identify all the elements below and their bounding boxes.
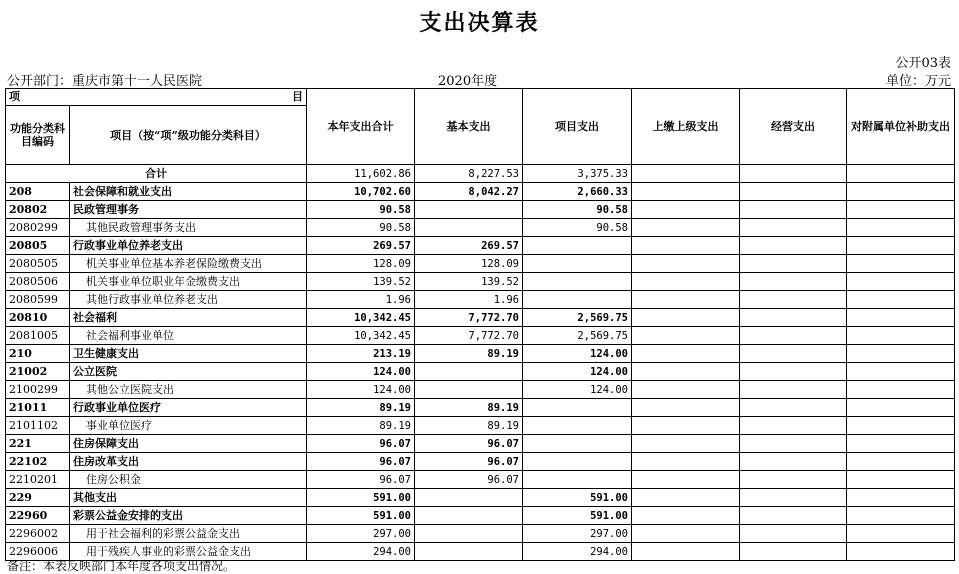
expenditure-table bbox=[5, 88, 955, 561]
sum-business bbox=[740, 165, 847, 183]
row-code: 2101102 bbox=[6, 417, 70, 435]
row-upper bbox=[632, 489, 740, 507]
row-total: 10,702.60 bbox=[307, 183, 415, 201]
row-basic bbox=[415, 363, 523, 381]
row-business bbox=[740, 309, 847, 327]
row-total: 591.00 bbox=[307, 489, 415, 507]
table-number: 公开03表 bbox=[895, 56, 951, 71]
row-project: 124.00 bbox=[523, 381, 632, 399]
row-total: 90.58 bbox=[307, 219, 415, 237]
row-business bbox=[740, 543, 847, 561]
unit-label: 单位：万元 bbox=[885, 74, 951, 89]
row-subsidy bbox=[847, 471, 955, 489]
row-upper bbox=[632, 327, 740, 345]
row-code: 2296002 bbox=[6, 525, 70, 543]
row-business bbox=[740, 417, 847, 435]
table-row bbox=[6, 489, 955, 507]
row-business bbox=[740, 237, 847, 255]
row-subsidy bbox=[847, 291, 955, 309]
row-name: 机关事业单位基本养老保险缴费支出 bbox=[70, 255, 307, 273]
row-basic: 96.07 bbox=[415, 453, 523, 471]
row-code: 229 bbox=[6, 489, 70, 507]
row-basic: 139.52 bbox=[415, 273, 523, 291]
row-upper bbox=[632, 507, 740, 525]
row-name: 公立医院 bbox=[70, 363, 307, 381]
row-upper bbox=[632, 273, 740, 291]
row-business bbox=[740, 453, 847, 471]
row-name: 社会福利事业单位 bbox=[70, 327, 307, 345]
table-row bbox=[6, 525, 955, 543]
row-code: 2296006 bbox=[6, 543, 70, 561]
row-total: 89.19 bbox=[307, 417, 415, 435]
row-basic: 269.57 bbox=[415, 237, 523, 255]
row-project: 124.00 bbox=[523, 363, 632, 381]
row-project: 90.58 bbox=[523, 201, 632, 219]
table-row bbox=[6, 453, 955, 471]
row-project bbox=[523, 399, 632, 417]
row-code: 20805 bbox=[6, 237, 70, 255]
row-project bbox=[523, 417, 632, 435]
row-business bbox=[740, 489, 847, 507]
sum-label: 合计 bbox=[6, 165, 307, 183]
row-code: 2080599 bbox=[6, 291, 70, 309]
row-subsidy bbox=[847, 327, 955, 345]
row-name: 事业单位医疗 bbox=[70, 417, 307, 435]
row-code: 22960 bbox=[6, 507, 70, 525]
row-total: 294.00 bbox=[307, 543, 415, 561]
row-upper bbox=[632, 363, 740, 381]
row-basic: 89.19 bbox=[415, 345, 523, 363]
row-project bbox=[523, 255, 632, 273]
row-total: 89.19 bbox=[307, 399, 415, 417]
row-upper bbox=[632, 543, 740, 561]
header-business: 经营支出 bbox=[740, 89, 847, 165]
row-name: 住房公积金 bbox=[70, 471, 307, 489]
row-upper bbox=[632, 237, 740, 255]
row-project bbox=[523, 237, 632, 255]
row-upper bbox=[632, 219, 740, 237]
header-total: 本年支出合计 bbox=[307, 89, 415, 165]
row-total: 124.00 bbox=[307, 381, 415, 399]
row-upper bbox=[632, 255, 740, 273]
row-business bbox=[740, 291, 847, 309]
row-upper bbox=[632, 201, 740, 219]
row-subsidy bbox=[847, 183, 955, 201]
row-basic bbox=[415, 381, 523, 399]
row-project: 2,569.75 bbox=[523, 309, 632, 327]
row-basic bbox=[415, 507, 523, 525]
row-upper bbox=[632, 435, 740, 453]
row-code: 22102 bbox=[6, 453, 70, 471]
row-project: 2,660.33 bbox=[523, 183, 632, 201]
row-business bbox=[740, 399, 847, 417]
row-project: 2,569.75 bbox=[523, 327, 632, 345]
row-basic: 89.19 bbox=[415, 399, 523, 417]
row-project: 591.00 bbox=[523, 507, 632, 525]
row-subsidy bbox=[847, 417, 955, 435]
row-name: 社会福利 bbox=[70, 309, 307, 327]
row-upper bbox=[632, 309, 740, 327]
row-basic bbox=[415, 201, 523, 219]
table-row bbox=[6, 237, 955, 255]
row-subsidy bbox=[847, 345, 955, 363]
page-title: 支出决算表 bbox=[419, 10, 540, 36]
row-upper bbox=[632, 471, 740, 489]
table-row bbox=[6, 255, 955, 273]
row-subsidy bbox=[847, 363, 955, 381]
header-mu: 目 bbox=[292, 90, 303, 103]
row-basic: 1.96 bbox=[415, 291, 523, 309]
row-subsidy bbox=[847, 381, 955, 399]
row-total: 591.00 bbox=[307, 507, 415, 525]
row-project: 297.00 bbox=[523, 525, 632, 543]
row-basic: 96.07 bbox=[415, 435, 523, 453]
row-total: 96.07 bbox=[307, 453, 415, 471]
row-total: 96.07 bbox=[307, 471, 415, 489]
row-upper bbox=[632, 183, 740, 201]
row-name: 用于残疾人事业的彩票公益金支出 bbox=[70, 543, 307, 561]
sum-total: 11,602.86 bbox=[307, 165, 415, 183]
row-basic: 7,772.70 bbox=[415, 309, 523, 327]
row-basic: 7,772.70 bbox=[415, 327, 523, 345]
row-code: 2080506 bbox=[6, 273, 70, 291]
row-upper bbox=[632, 291, 740, 309]
row-subsidy bbox=[847, 219, 955, 237]
sum-row bbox=[6, 165, 955, 183]
row-total: 10,342.45 bbox=[307, 309, 415, 327]
row-business bbox=[740, 219, 847, 237]
row-project bbox=[523, 453, 632, 471]
row-code: 2100299 bbox=[6, 381, 70, 399]
row-upper bbox=[632, 399, 740, 417]
row-name: 其他支出 bbox=[70, 489, 307, 507]
header-subsidy: 对附属单位补助支出 bbox=[847, 89, 955, 165]
row-name: 其他公立医院支出 bbox=[70, 381, 307, 399]
row-project: 124.00 bbox=[523, 345, 632, 363]
row-code: 208 bbox=[6, 183, 70, 201]
year-label: 2020年度 bbox=[438, 74, 498, 89]
table-row bbox=[6, 345, 955, 363]
row-subsidy bbox=[847, 273, 955, 291]
row-subsidy bbox=[847, 453, 955, 471]
row-business bbox=[740, 525, 847, 543]
row-total: 90.58 bbox=[307, 201, 415, 219]
row-code: 21011 bbox=[6, 399, 70, 417]
row-project bbox=[523, 291, 632, 309]
row-business bbox=[740, 471, 847, 489]
row-code: 2080299 bbox=[6, 219, 70, 237]
row-business bbox=[740, 381, 847, 399]
row-code: 2210201 bbox=[6, 471, 70, 489]
row-code: 21002 bbox=[6, 363, 70, 381]
row-business bbox=[740, 363, 847, 381]
table-row bbox=[6, 471, 955, 489]
row-business bbox=[740, 345, 847, 363]
row-name: 行政事业单位养老支出 bbox=[70, 237, 307, 255]
table-row bbox=[6, 219, 955, 237]
row-upper bbox=[632, 453, 740, 471]
row-project bbox=[523, 435, 632, 453]
row-total: 297.00 bbox=[307, 525, 415, 543]
row-total: 10,342.45 bbox=[307, 327, 415, 345]
row-subsidy bbox=[847, 255, 955, 273]
row-code: 210 bbox=[6, 345, 70, 363]
row-name: 住房改革支出 bbox=[70, 453, 307, 471]
row-code: 2080505 bbox=[6, 255, 70, 273]
table-row bbox=[6, 201, 955, 219]
row-subsidy bbox=[847, 507, 955, 525]
row-business bbox=[740, 183, 847, 201]
row-business bbox=[740, 507, 847, 525]
row-code: 20802 bbox=[6, 201, 70, 219]
header-xiang-mu bbox=[6, 89, 307, 106]
row-subsidy bbox=[847, 237, 955, 255]
row-total: 96.07 bbox=[307, 435, 415, 453]
row-basic bbox=[415, 219, 523, 237]
row-name: 其他民政管理事务支出 bbox=[70, 219, 307, 237]
table-row bbox=[6, 291, 955, 309]
row-basic bbox=[415, 543, 523, 561]
table-row bbox=[6, 309, 955, 327]
sum-project: 3,375.33 bbox=[523, 165, 632, 183]
row-business bbox=[740, 201, 847, 219]
row-upper bbox=[632, 345, 740, 363]
table-row bbox=[6, 327, 955, 345]
row-code: 20810 bbox=[6, 309, 70, 327]
row-basic: 89.19 bbox=[415, 417, 523, 435]
row-project: 90.58 bbox=[523, 219, 632, 237]
header-project: 项目支出 bbox=[523, 89, 632, 165]
row-business bbox=[740, 255, 847, 273]
row-subsidy bbox=[847, 543, 955, 561]
row-total: 269.57 bbox=[307, 237, 415, 255]
row-subsidy bbox=[847, 201, 955, 219]
row-subsidy bbox=[847, 525, 955, 543]
row-basic bbox=[415, 525, 523, 543]
sum-basic: 8,227.53 bbox=[415, 165, 523, 183]
row-basic: 128.09 bbox=[415, 255, 523, 273]
row-upper bbox=[632, 381, 740, 399]
row-name: 住房保障支出 bbox=[70, 435, 307, 453]
table-row bbox=[6, 399, 955, 417]
row-name: 机关事业单位职业年金缴费支出 bbox=[70, 273, 307, 291]
row-upper bbox=[632, 417, 740, 435]
row-name: 其他行政事业单位养老支出 bbox=[70, 291, 307, 309]
table-row bbox=[6, 273, 955, 291]
header-xiang: 项 bbox=[9, 90, 20, 103]
header-row-top bbox=[6, 89, 955, 106]
row-subsidy bbox=[847, 435, 955, 453]
table-row bbox=[6, 183, 955, 201]
row-name: 彩票公益金安排的支出 bbox=[70, 507, 307, 525]
row-total: 1.96 bbox=[307, 291, 415, 309]
row-project: 591.00 bbox=[523, 489, 632, 507]
department-label: 公开部门：重庆市第十一人民医院 bbox=[7, 74, 203, 89]
row-name: 社会保障和就业支出 bbox=[70, 183, 307, 201]
row-project bbox=[523, 471, 632, 489]
row-basic: 96.07 bbox=[415, 471, 523, 489]
table-row bbox=[6, 435, 955, 453]
row-upper bbox=[632, 525, 740, 543]
header-upper: 上缴上级支出 bbox=[632, 89, 740, 165]
row-total: 213.19 bbox=[307, 345, 415, 363]
table-row bbox=[6, 417, 955, 435]
sum-subsidy bbox=[847, 165, 955, 183]
row-business bbox=[740, 327, 847, 345]
row-subsidy bbox=[847, 399, 955, 417]
row-basic bbox=[415, 489, 523, 507]
table-row bbox=[6, 363, 955, 381]
table-row bbox=[6, 507, 955, 525]
header-code: 功能分类科目编码 bbox=[6, 106, 70, 165]
row-business bbox=[740, 273, 847, 291]
row-name: 民政管理事务 bbox=[70, 201, 307, 219]
sum-upper bbox=[632, 165, 740, 183]
row-project bbox=[523, 273, 632, 291]
row-code: 2081005 bbox=[6, 327, 70, 345]
row-code: 221 bbox=[6, 435, 70, 453]
header-basic: 基本支出 bbox=[415, 89, 523, 165]
row-total: 128.09 bbox=[307, 255, 415, 273]
table-row bbox=[6, 381, 955, 399]
row-total: 124.00 bbox=[307, 363, 415, 381]
row-basic: 8,042.27 bbox=[415, 183, 523, 201]
header-name: 项目（按“项”级功能分类科目） bbox=[70, 106, 307, 165]
row-business bbox=[740, 435, 847, 453]
row-total: 139.52 bbox=[307, 273, 415, 291]
row-subsidy bbox=[847, 489, 955, 507]
row-name: 行政事业单位医疗 bbox=[70, 399, 307, 417]
row-project: 294.00 bbox=[523, 543, 632, 561]
footnote: 备注：本表反映部门本年度各项支出情况。 bbox=[7, 559, 236, 573]
row-name: 卫生健康支出 bbox=[70, 345, 307, 363]
row-subsidy bbox=[847, 309, 955, 327]
row-name: 用于社会福利的彩票公益金支出 bbox=[70, 525, 307, 543]
